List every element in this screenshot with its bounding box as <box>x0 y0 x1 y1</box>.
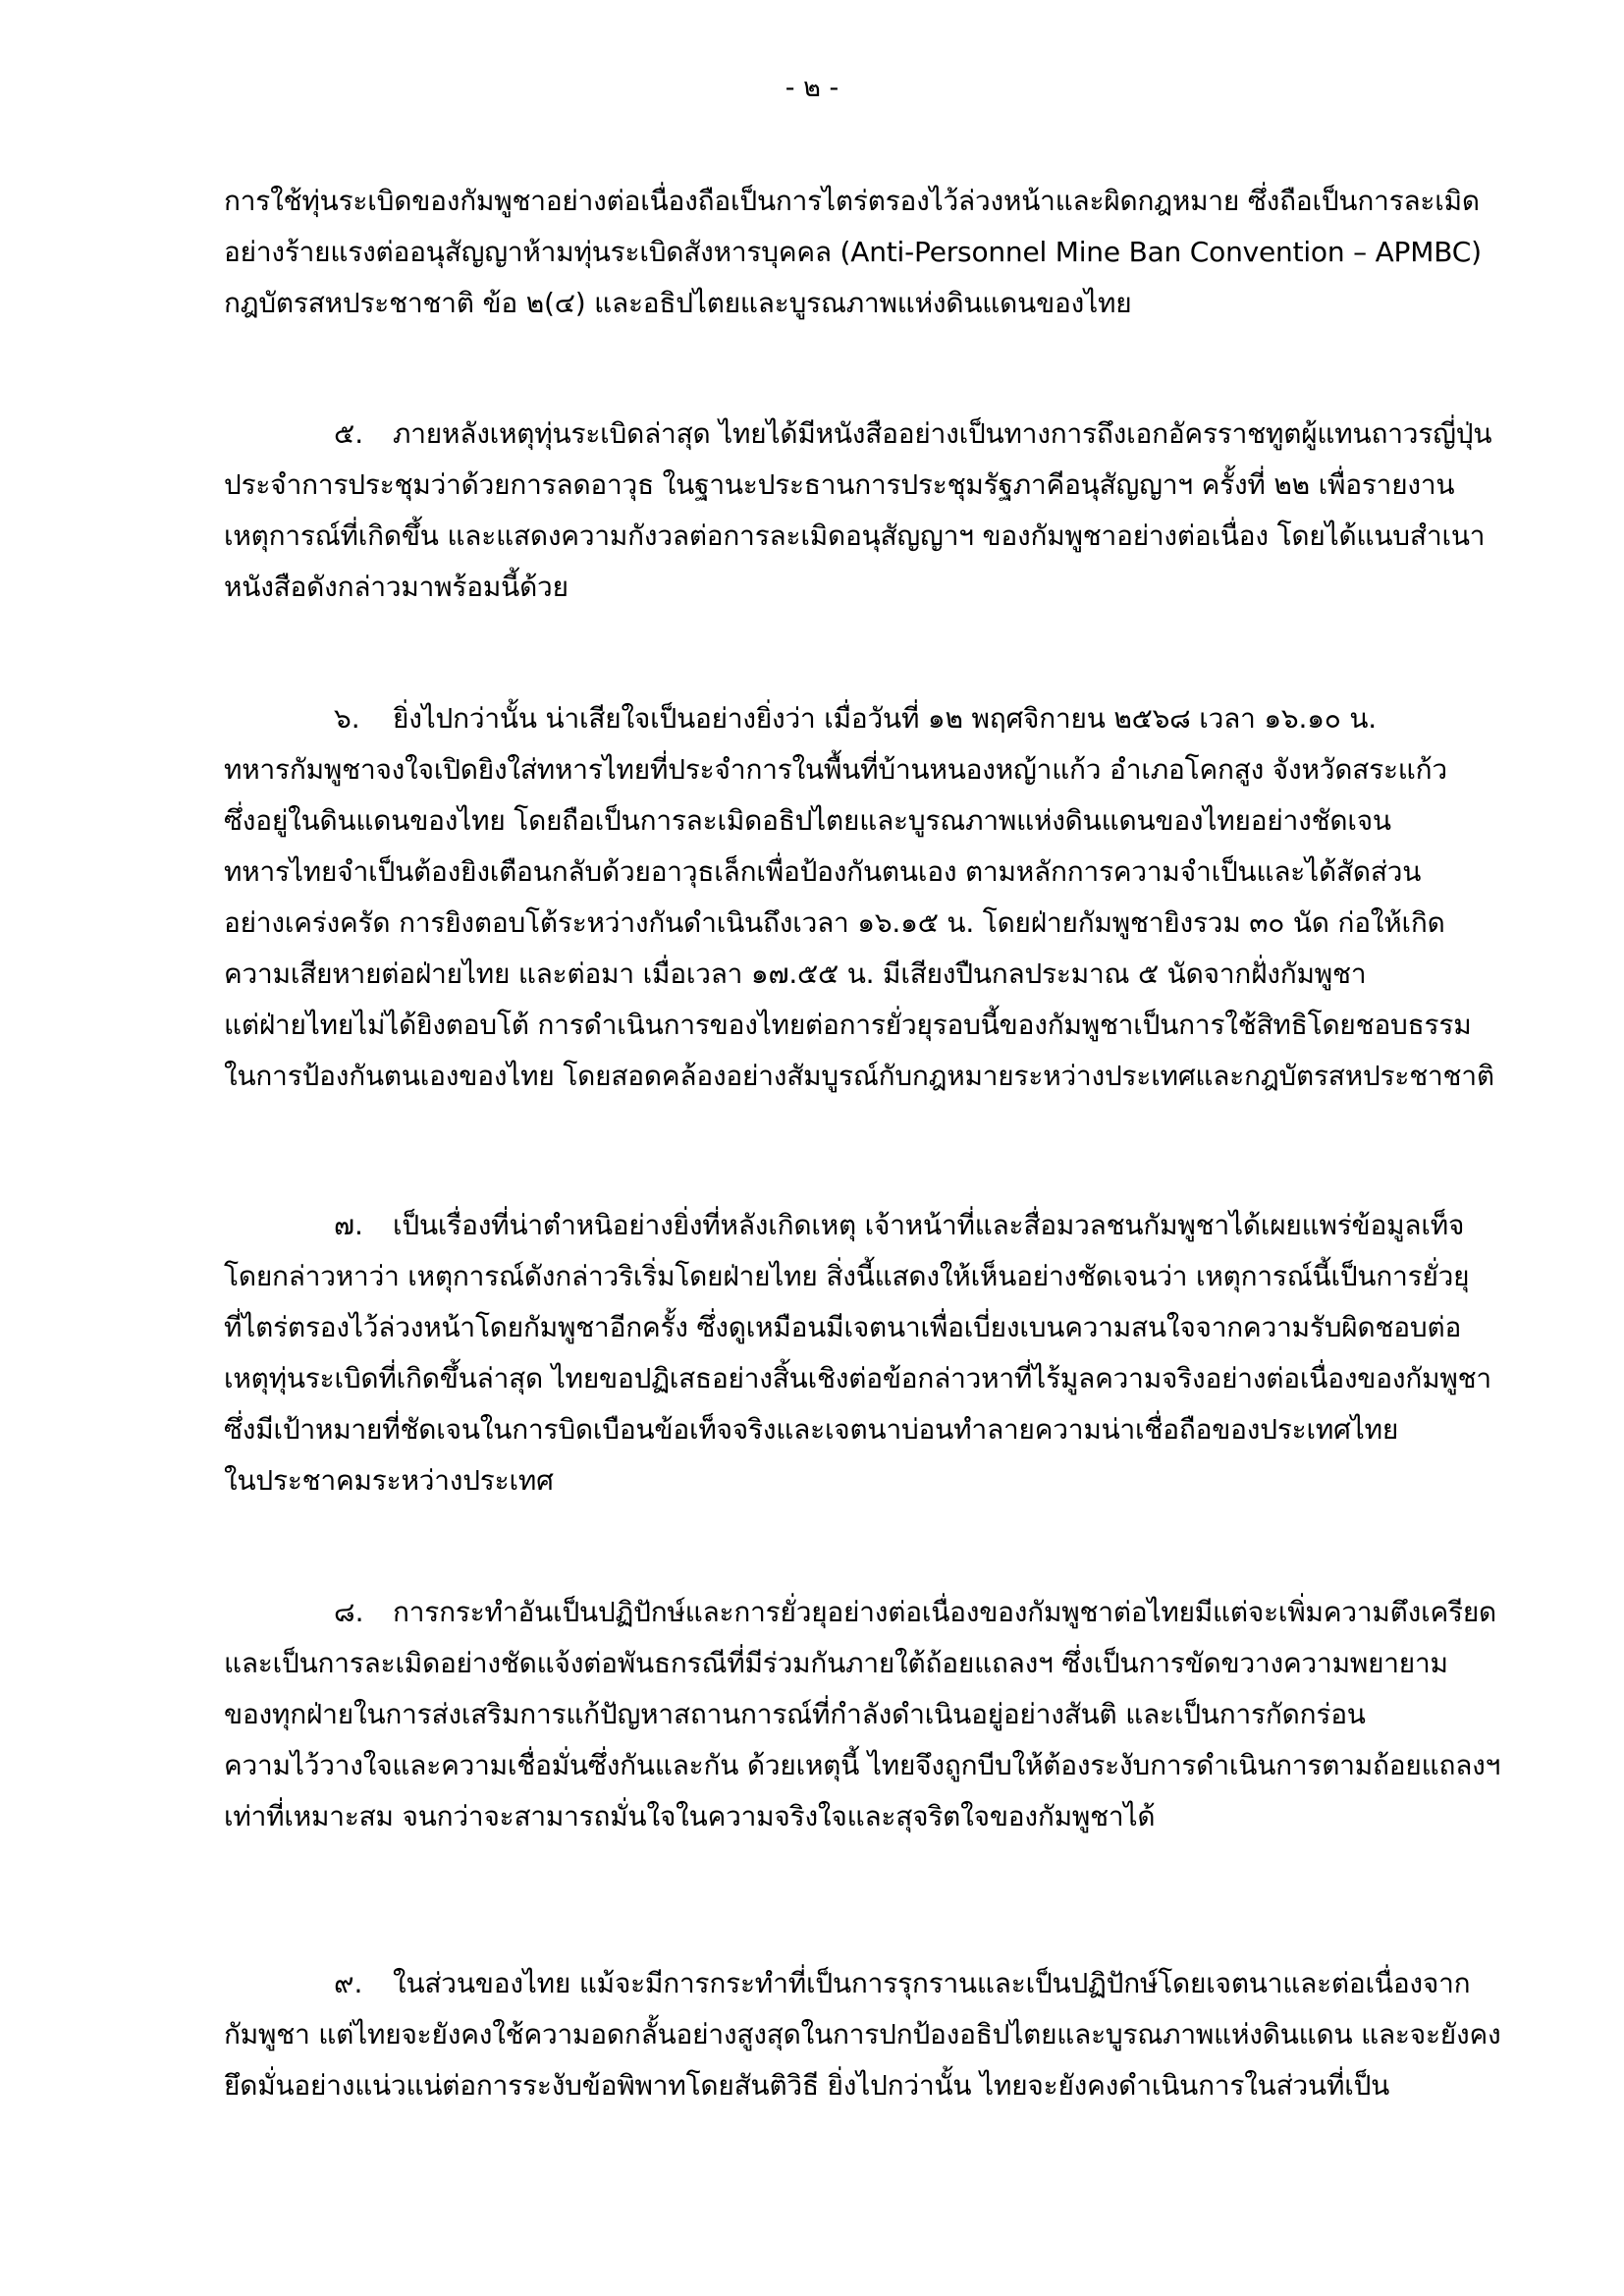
paragraph-line: เป็นเรื่องที่น่าตำหนิอย่างยิ่งที่หลังเกิดเหตุ เจ้าหน้าที่และสื่อมวลชนกัมพูชาได้เผยแพร่ข้อมูลเท็จ <box>393 1209 1465 1241</box>
paragraph-line: เหตุการณ์ที่เกิดขึ้น และแสดงความกังวลต่อการละเมิดอนุสัญญาฯ ของกัมพูชาอย่างต่อเนื่อง โดยได้แนบสำเนา <box>224 519 1486 552</box>
paragraph-line: การใช้ทุ่นระเบิดของกัมพูชาอย่างต่อเนื่องถือเป็นการไตร่ตรองไว้ล่วงหน้าและผิดกฎหมาย ซึ่งถือเป็นการละเมิด <box>224 185 1480 217</box>
paragraph-line: เท่าที่เหมาะสม จนกว่าจะสามารถมั่นใจในความจริงใจและสุจริตใจของกัมพูชาได้ <box>224 1800 1156 1832</box>
paragraph-line: ในประชาคมระหว่างประเทศ <box>224 1464 554 1497</box>
paragraph-line: ยิ่งไปกว่านั้น น่าเสียใจเป็นอย่างยิ่งว่า เมื่อวันที่ ๑๒ พฤศจิกายน ๒๕๖๘ เวลา ๑๖.๑๐ น. <box>393 702 1378 735</box>
paragraph-line: กฎบัตรสหประชาชาติ ข้อ ๒(๔) และอธิปไตยและบูรณภาพแห่งดินแดนของไทย <box>224 287 1132 319</box>
paragraph-line: ทหารกัมพูชาจงใจเปิดยิงใส่ทหารไทยที่ประจำการในพื้นที่บ้านหนองหญ้าแก้ว อำเภอโคกสูง จังหวัดสระแก้ว <box>224 753 1447 786</box>
paragraph-number: ๖. <box>334 702 360 735</box>
paragraph-line: ในส่วนของไทย แม้จะมีการกระทำที่เป็นการรุกรานและเป็นปฏิปักษ์โดยเจตนาและต่อเนื่องจาก <box>393 1967 1471 1999</box>
paragraph-line: ซึ่งมีเป้าหมายที่ชัดเจนในการบิดเบือนข้อเท็จจริงและเจตนาบ่อนทำลายความน่าเชื่อถือของประเทศไทย <box>224 1413 1399 1446</box>
paragraph-number: ๙. <box>334 1967 363 1999</box>
paragraph-number: ๕. <box>334 417 364 450</box>
paragraph-line: หนังสือดังกล่าวมาพร้อมนี้ด้วย <box>224 571 568 603</box>
paragraph-line: เหตุทุ่นระเบิดที่เกิดขึ้นล่าสุด ไทยขอปฏิเสธอย่างสิ้นเชิงต่อข้อกล่าวหาที่ไร้มูลความจริงอย่างต่อเนื่องของกัมพูชา <box>224 1362 1491 1394</box>
paragraph-line: ทหารไทยจำเป็นต้องยิงเตือนกลับด้วยอาวุธเล็กเพื่อป้องกันตนเอง ตามหลักการความจำเป็นและได้สัดส่วน <box>224 855 1422 888</box>
paragraph-line: ความเสียหายต่อฝ่ายไทย และต่อมา เมื่อเวลา ๑๗.๕๕ น. มีเสียงปืนกลประมาณ ๕ นัดจากฝั่งกัมพูชา <box>224 957 1367 990</box>
paragraph-line: และเป็นการละเมิดอย่างชัดแจ้งต่อพันธกรณีที่มีร่วมกันภายใต้ถ้อยแถลงฯ ซึ่งเป็นการขัดขวางความพยายาม <box>224 1647 1448 1679</box>
paragraph-line: ที่ไตร่ตรองไว้ล่วงหน้าโดยกัมพูชาอีกครั้ง ซึ่งดูเหมือนมีเจตนาเพื่อเบี่ยงเบนความสนใจจากความรับผิดชอบต่อ <box>224 1311 1462 1343</box>
paragraph-line: ยึดมั่นอย่างแน่วแน่ต่อการระงับข้อพิพาทโดยสันติวิธี ยิ่งไปกว่านั้น ไทยจะยังคงดำเนินการในส่วนที่เป็น <box>224 2069 1390 2102</box>
paragraph-number: ๗. <box>334 1209 363 1241</box>
paragraph-line: ความไว้วางใจและความเชื่อมั่นซึ่งกันและกัน ด้วยเหตุนี้ ไทยจึงถูกบีบให้ต้องระงับการดำเนินการตามถ้อยแถลงฯ <box>224 1749 1501 1781</box>
paragraph-number: ๘. <box>334 1596 364 1628</box>
paragraph-line: โดยกล่าวหาว่า เหตุการณ์ดังกล่าวริเริ่มโดยฝ่ายไทย สิ่งนี้แสดงให้เห็นอย่างชัดเจนว่า เหตุการณ์นี้เป็นการยั่วยุ <box>224 1260 1470 1292</box>
paragraph-line: ในการป้องกันตนเองของไทย โดยสอดคล้องอย่างสัมบูรณ์กับกฎหมายระหว่างประเทศและกฎบัตรสหประชาชาติ <box>224 1060 1494 1092</box>
paragraph-line: แต่ฝ่ายไทยไม่ได้ยิงตอบโต้ การดำเนินการของไทยต่อการยั่วยุรอบนี้ของกัมพูชาเป็นการใช้สิทธิโดยชอบธรรม <box>224 1009 1472 1041</box>
paragraph-line: อย่างเคร่งครัด การยิงตอบโต้ระหว่างกันดำเนินถึงเวลา ๑๖.๑๕ น. โดยฝ่ายกัมพูชายิงรวม ๓๐ นัด ก่อให้เกิด <box>224 906 1445 939</box>
paragraph-line: ประจำการประชุมว่าด้วยการลดอาวุธ ในฐานะประธานการประชุมรัฐภาคีอนุสัญญาฯ ครั้งที่ ๒๒ เพื่อรายงาน <box>224 468 1455 501</box>
paragraph-line: กัมพูชา แต่ไทยจะยังคงใช้ความอดกลั้นอย่างสูงสุดในการปกป้องอธิปไตยและบูรณภาพแห่งดินแดน และจะยังคง <box>224 2018 1501 2050</box>
paragraph-line: อย่างร้ายแรงต่ออนุสัญญาห้ามทุ่นระเบิดสังหารบุคคล (Anti-Personnel Mine Ban Convention – APMBC) <box>224 236 1482 268</box>
paragraph-line: ของทุกฝ่ายในการส่งเสริมการแก้ปัญหาสถานการณ์ที่กำลังดำเนินอยู่อย่างสันติ และเป็นการกัดกร่อน <box>224 1698 1366 1730</box>
page-number: - ๒ - <box>785 73 839 103</box>
paragraph-line: ภายหลังเหตุทุ่นระเบิดล่าสุด ไทยได้มีหนังสืออย่างเป็นทางการถึงเอกอัครราชทูตผู้แทนถาวรญี่ปุ่น <box>393 417 1492 450</box>
paragraph-line: ซึ่งอยู่ในดินแดนของไทย โดยถือเป็นการละเมิดอธิปไตยและบูรณภาพแห่งดินแดนของไทยอย่างชัดเจน <box>224 804 1391 837</box>
paragraph-line: การกระทำอันเป็นปฏิปักษ์และการยั่วยุอย่างต่อเนื่องของกัมพูชาต่อไทยมีแต่จะเพิ่มความตึงเครียด <box>393 1596 1497 1628</box>
